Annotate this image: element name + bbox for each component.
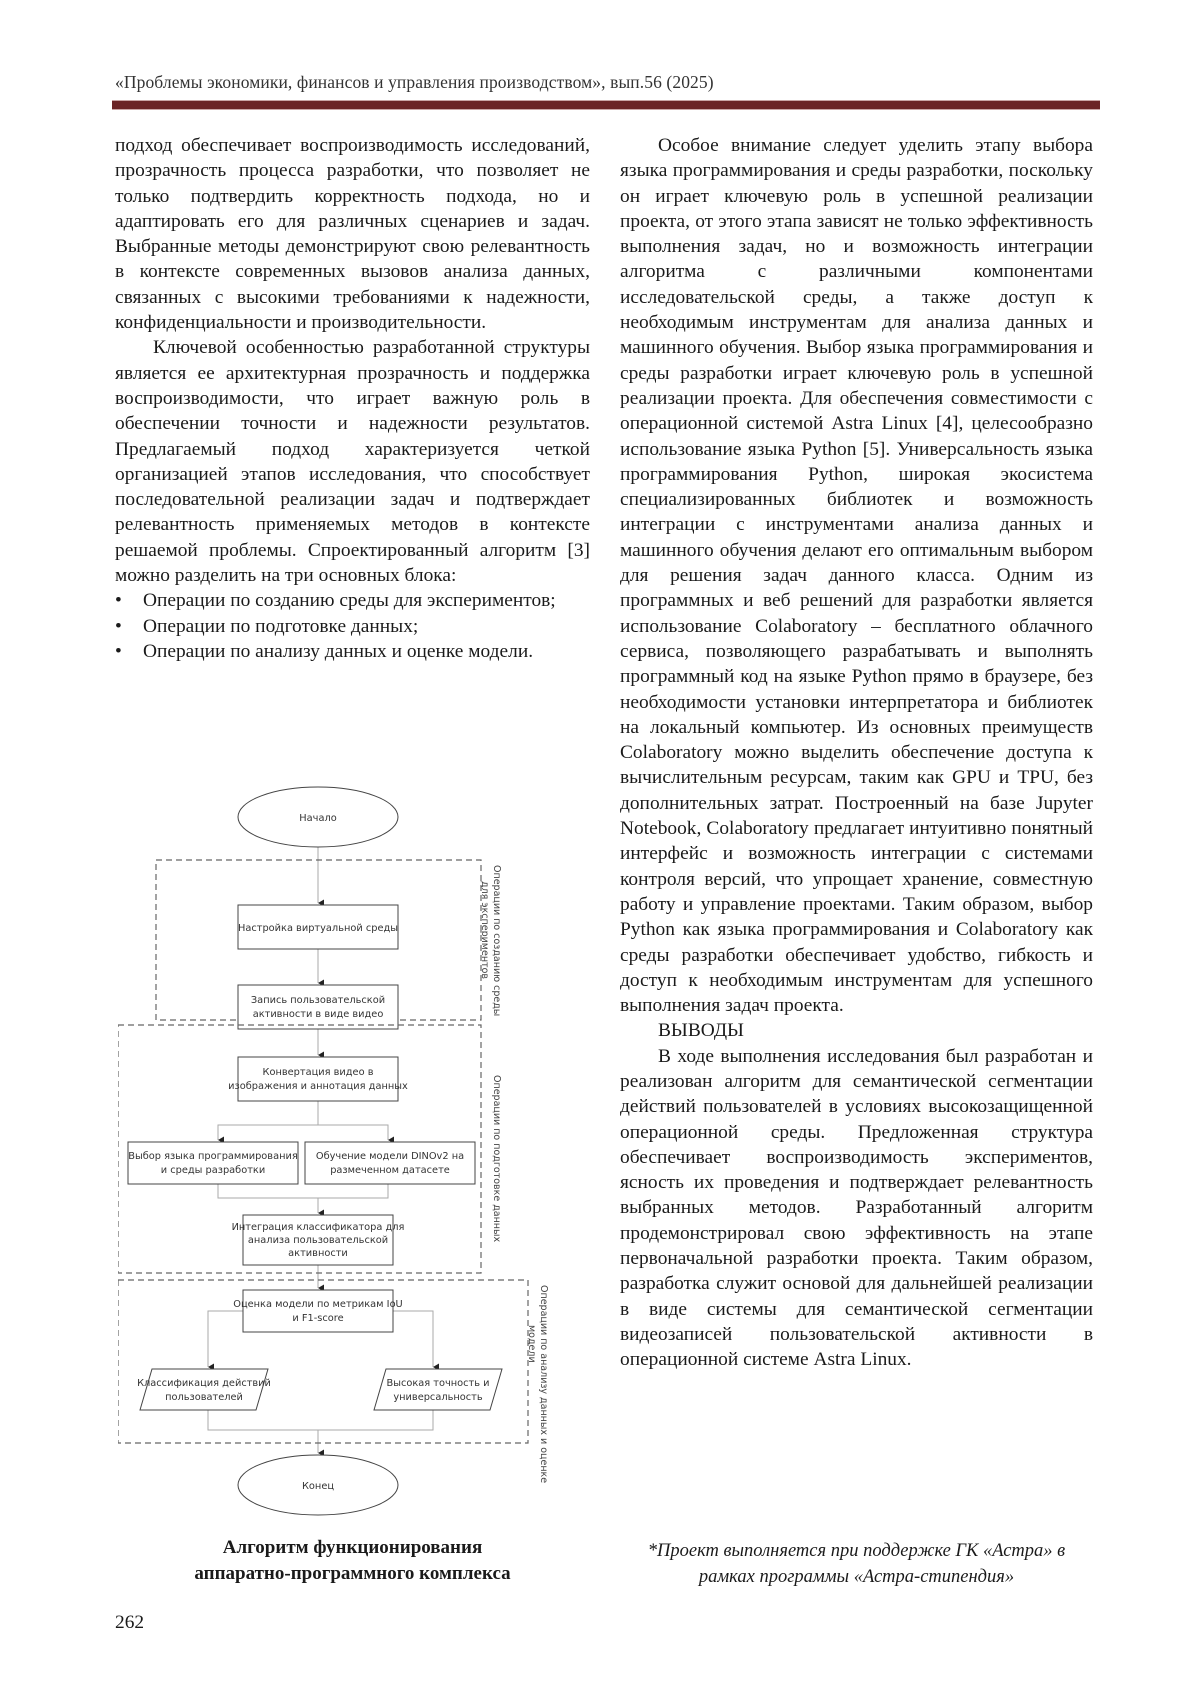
- paragraph: Особое внимание следует уделить этапу выбора языка программирования и среды разработки, поскольку он играет ключевую роль в успешной реализации проекта, от этого этапа зависят не только эффективность выполнения задач, но и возможность интеграции алгоритма с различными компонентами исследовательской среды, а также доступ к необходимым инструментам для анализа данных и машинного обучения. Выбор языка программирования и среды разработки играет ключевую роль в успешной реализации проекта. Для обеспечения совместимости с операционной системой Astra Linux [4], целесообразно использование языка Python [5]. Универсальность языка программирования Python, широкая экосистема специализированных библиотек и возможность интеграции с инструментами анализа данных и машинного обучения делают его оптимальным выбором для решения задач данного класса. Одним из программных и веб решений для разработки является использование Colaboratory – бесплатного облачного сервиса, позволяющего разрабатывать и выполнять программный код на языке Python прямо в браузере, без необходимости установки интерпретатора и библиотек на локальный компьютер. Из основных преимуществ Colaboratory можно выделить обеспечение доступа к вычислительным ресурсам, таким как GPU и TPU, без дополнительных затрат. Построенный на базе Jupyter Notebook, Colaboratory предлагает интуитивно понятный интерфейс и возможность интеграции с системами контроля версий, что упрощает хранение, совместную работу и управление проектами. Таким образом, выбор Python как языка программирования и Colaboratory как среды разработки обеспечивает удобство, гибкость и доступ к необходимым инструментам для успешного выполнения задач проекта.: [620, 135, 1093, 1017]
- svg-text:Обучение модели DINOv2 на: Обучение модели DINOv2 на: [315, 1151, 465, 1162]
- svg-text:анализа пользовательской: анализа пользовательской: [247, 1235, 389, 1246]
- group-environment-label-2: для экспериментов: [479, 881, 490, 979]
- svg-text:Интеграция классификатора для: Интеграция классификатора для: [231, 1222, 405, 1233]
- step-choose-language: [128, 1142, 298, 1184]
- end-label: Конец: [301, 1481, 335, 1492]
- step-convert-annotate: [228, 1057, 408, 1101]
- svg-text:активности в виде видео: активности в виде видео: [252, 1009, 384, 1020]
- caption-line: Алгоритм функционирования: [222, 1537, 483, 1558]
- group-analysis-label-2: модели: [526, 1325, 537, 1363]
- step-record-activity: [238, 985, 398, 1029]
- svg-text:и среды разработки: и среды разработки: [160, 1165, 266, 1176]
- step-integrate-classifier: [232, 1215, 405, 1265]
- start-label: Начало: [299, 813, 337, 824]
- svg-text:Запись пользовательской: Запись пользовательской: [250, 995, 386, 1006]
- svg-text:Оценка модели по метрикам IoU: Оценка модели по метрикам IoU: [233, 1299, 403, 1310]
- header-rule: [112, 100, 1100, 110]
- flowchart-figure: [118, 785, 588, 1525]
- caption-line: аппаратно-программного комплекса: [194, 1563, 511, 1584]
- output-classification: [137, 1369, 271, 1410]
- svg-text:размеченном датасете: размеченном датасете: [330, 1165, 450, 1176]
- svg-text:пользователей: пользователей: [165, 1392, 243, 1403]
- step-evaluate-model: [233, 1290, 402, 1332]
- svg-text:изображения и аннотация данных: изображения и аннотация данных: [228, 1081, 408, 1092]
- step-setup-env: [238, 905, 398, 949]
- list-item: • Операции по созданию среды для экспериментов;: [115, 588, 590, 613]
- svg-text:и F1-score: и F1-score: [292, 1313, 344, 1324]
- paragraph: Ключевой особенностью разработанной структуры является ее архитектурная прозрачность и поддержка воспроизводимости, что играет важную роль в обеспечении точности и надежности результатов. Предлагаемый подход характеризуется четкой организацией этапов исследования, что способствует последовательной реализации задач и подтверждает релевантность применяемых методов в контексте решаемой проблемы. Спроектированный алгоритм [3] можно разделить на три основных блока:: [115, 337, 590, 587]
- list-item: • Операции по анализу данных и оценке модели.: [115, 639, 590, 664]
- svg-text:Конвертация видео в: Конвертация видео в: [262, 1067, 374, 1078]
- left-column: [115, 133, 590, 664]
- svg-text:активности: активности: [288, 1248, 348, 1259]
- right-column: [620, 133, 1093, 1373]
- paragraph: В ходе выполнения исследования был разработан и реализован алгоритм для семантической сегментации действий пользователей в условиях высокозащищенной операционной среды. Предложенная структура обеспечивает воспроизводимость экспериментов, ясность их проведения и подтверждает релевантность выбранных методов. Разработанный алгоритм продемонстрировал свою эффективность на этапе первоначальной разработки проекта. Таким образом, разработка служит основой для дальнейшей реализации в виде системы для семантической сегментации видеозаписей пользовательской активности в операционной системе Astra Linux.: [620, 1045, 1093, 1371]
- section-heading-conclusions: ВЫВОДЫ: [658, 1020, 744, 1042]
- start-terminal: [238, 787, 398, 847]
- list-item: • Операции по подготовке данных;: [115, 614, 590, 639]
- svg-text:универсальность: универсальность: [393, 1392, 483, 1403]
- svg-text:Настройка виртуальной среды: Настройка виртуальной среды: [237, 923, 399, 934]
- funding-footnote: *Проект выполняется при поддержке ГК «Астра» в рамках программы «Астра-стипендия»: [647, 1541, 1066, 1587]
- svg-text:Выбор языка программирования: Выбор языка программирования: [128, 1151, 298, 1162]
- running-header: «Проблемы экономики, финансов и управления производством», вып.56 (2025): [115, 72, 714, 92]
- end-terminal: [238, 1455, 398, 1515]
- group-data-prep-label: Операции по подготовке данных: [491, 1075, 502, 1243]
- svg-text:Классификация действий: Классификация действий: [137, 1378, 271, 1389]
- output-accuracy: [374, 1369, 502, 1410]
- flowchart-diagram: [118, 785, 588, 1525]
- group-environment-label: Операции по созданию среды: [491, 865, 502, 1017]
- page-number: 262: [115, 1612, 145, 1633]
- svg-text:Высокая точность и: Высокая точность и: [386, 1378, 490, 1389]
- group-analysis-label: Операции по анализу данных и оценке: [538, 1285, 549, 1484]
- paragraph: подход обеспечивает воспроизводимость исследований, прозрачность процесса разработки, что позволяет не только подтвердить корректность подхода, но и адаптировать его для различных сценариев и задач. Выбранные методы демонстрируют свою релевантность в контексте современных вызовов анализа данных, связанных с высокими требованиями к надежности, конфиденциальности и производительности.: [115, 135, 590, 334]
- bullet-list: [115, 588, 590, 664]
- step-train-dinov2: [305, 1142, 475, 1184]
- figure-caption: [115, 1535, 590, 1587]
